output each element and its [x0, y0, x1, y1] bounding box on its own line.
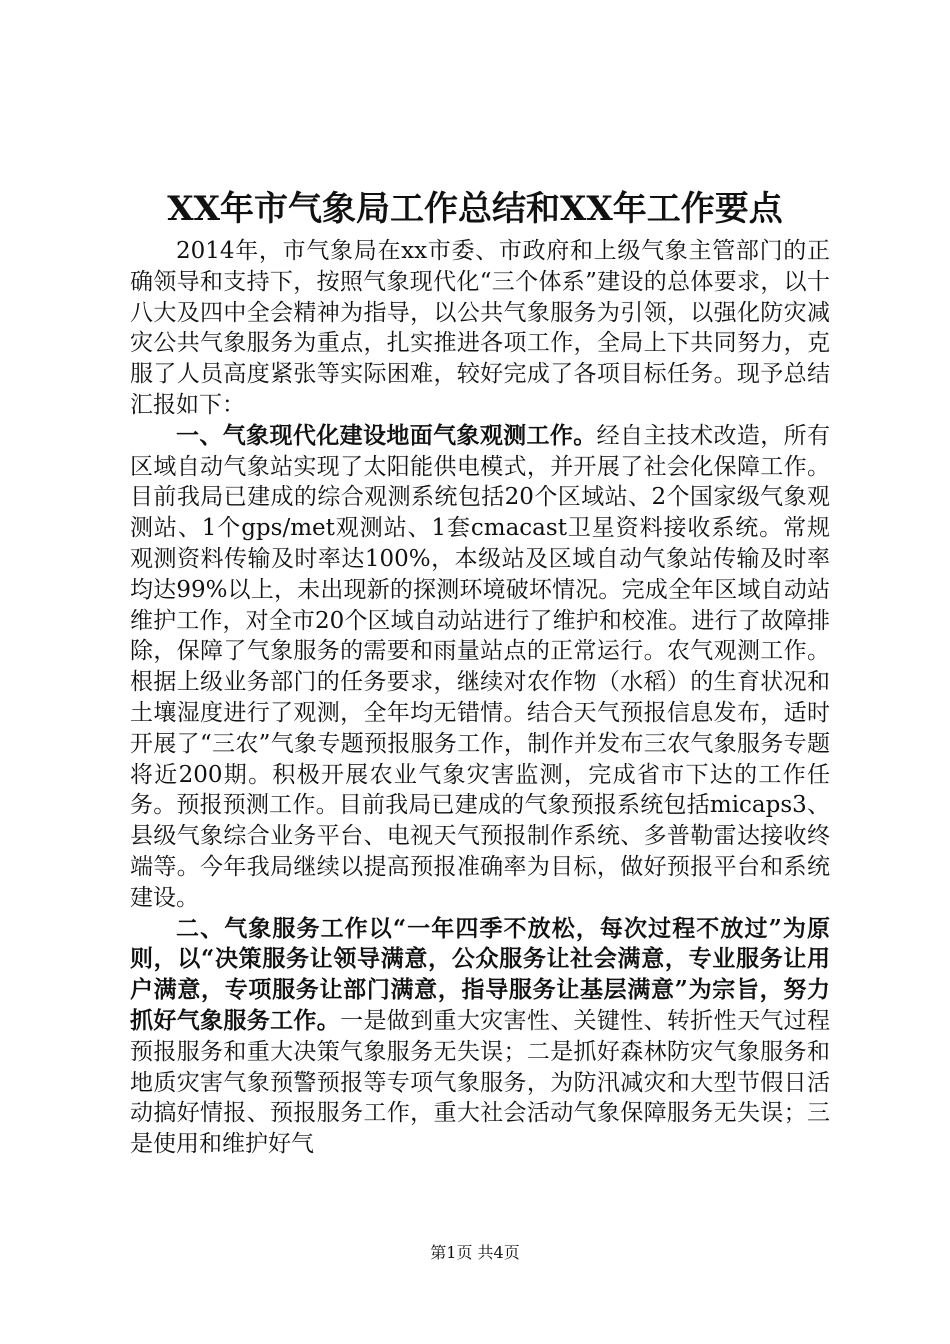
- section-1-text: 经自主技术改造，所有区域自动气象站实现了太阳能供电模式，并开展了社会化保障工作。目前我局已建成的综合观测系统包括20个区域站、2个国家级气象观测站、1个gps/met观测站、1套cmacast卫星资料接收系统。常规观测资料传输及时率达100%，本级站及区域自动气象站传输及时率均达99%以上，未出现新的探测环境破坏情况。完成全年区域自动站维护工作，对全市20个区域自动站进行了维护和校准。进行了故障排除，保障了气象服务的需要和雨量站点的正常运行。农气观测工作。根据上级业务部门的任务要求，继续对农作物（水稻）的生育状况和土壤湿度进行了观测，全年均无错情。结合天气预报信息发布，适时开展了“三农”气象专题预报服务工作，制作并发布三农气象服务专题将近200期。积极开展农业气象灾害监测，完成省市下达的工作任务。预报预测工作。目前我局已建成的气象预报系统包括micaps3、县级气象综合业务平台、电视天气预报制作系统、多普勒雷达接收终端等。今年我局继续以提高预报准确率为目标，做好预报平台和系统建设。: [130, 422, 831, 911]
- section-2-text: 一是做到重大灾害性、关键性、转折性天气过程预报服务和重大决策气象服务无失误；二是抓好森林防灾气象服务和地质灾害气象预警预报等专项气象服务，为防汛减灾和大型节假日活动搞好情报、预报服务工作，重大社会活动气象保障服务无失误；三是使用和维护好气: [130, 1007, 831, 1158]
- section-1-paragraph: [130, 421, 830, 914]
- section-2-heading: 二、气象服务工作以“一年四季不放松，每次过程不放过”为原则，以“决策服务让领导满意，公众服务让社会满意，专业服务让用户满意，专项服务让部门满意，指导服务让基层满意”为宗旨，努力抓好气象服务工作。: [130, 914, 830, 1034]
- document-title: XX年市气象局工作总结和XX年工作要点: [167, 189, 783, 229]
- page-footer: 第1页 共4页: [430, 1243, 520, 1262]
- section-2-paragraph: [130, 914, 830, 1160]
- document-body: [130, 236, 830, 1160]
- intro-paragraph: 2014年，市气象局在xx市委、市政府和上级气象主管部门的正确领导和支持下，按照气象现代化“三个体系”建设的总体要求，以十八大及四中全会精神为指导，以公共气象服务为引领，以强化防灾减灾公共气象服务为重点，扎实推进各项工作，全局上下共同努力，克服了人员高度紧张等实际困难，较好完成了各项目标任务。现予总结汇报如下：: [130, 238, 830, 418]
- section-1-heading: 一、气象现代化建设地面气象观测工作。: [176, 421, 597, 449]
